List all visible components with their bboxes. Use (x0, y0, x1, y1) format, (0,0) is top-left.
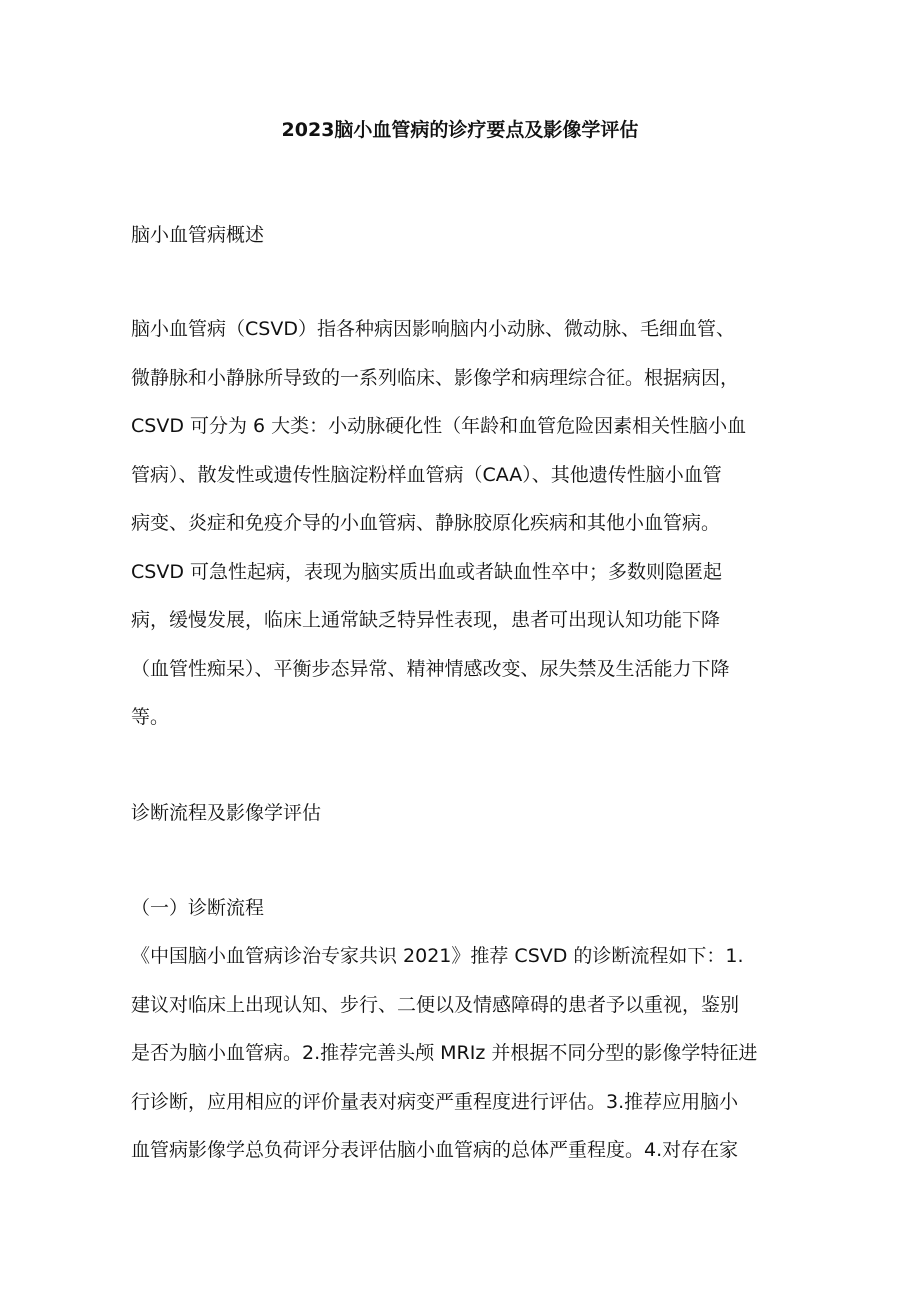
document-title: 2023脑小血管病的诊疗要点及影像学评估 (281, 119, 639, 141)
paragraph-overview (131, 305, 793, 742)
paragraph-line: 血管病影像学总负荷评分表评估脑小血管病的总体严重程度。4.对存在家 (131, 1139, 739, 1161)
paragraph-line: （血管性痴呆）、平衡步态异常、精神情感改变、尿失禁及生活能力下降 (131, 657, 730, 680)
paragraph-line: 等。 (131, 706, 170, 728)
paragraph-line: 微静脉和小静脉所导致的一系列临床、影像学和病理综合征。根据病因， (131, 366, 740, 389)
section-heading-diagnosis: 诊断流程及影像学评估 (131, 802, 322, 824)
paragraph-line: 行诊断，应用相应的评价量表对病变严重程度进行评估。3.推荐应用脑小 (131, 1090, 739, 1113)
paragraph-line: CSVD 可急性起病，表现为脑实质出血或者缺血性卒中；多数则隐匿起 (131, 560, 722, 583)
paragraph-line: 是否为脑小血管病。2.推荐完善头颅 MRIz 并根据不同分型的影像学特征进 (131, 1042, 758, 1064)
paragraph-line: 建议对临床上出现认知、步行、二便以及情感障碍的患者予以重视，鉴别 (131, 993, 740, 1016)
paragraph-line: 管病）、散发性或遗传性脑淀粉样血管病（CAA）、其他遗传性脑小血管 (131, 463, 722, 486)
paragraph-diagnosis-process (131, 932, 793, 1175)
section-heading-overview: 脑小血管病概述 (131, 224, 265, 246)
paragraph-line: CSVD 可分为 6 大类：小动脉硬化性（年龄和血管危险因素相关性脑小血 (131, 415, 747, 437)
subsection-heading-process: （一）诊断流程 (131, 897, 265, 919)
paragraph-line: 《中国脑小血管病诊治专家共识 2021》推荐 CSVD 的诊断流程如下：1. (131, 945, 744, 967)
paragraph-line: 病，缓慢发展，临床上通常缺乏特异性表现，患者可出现认知功能下降 (131, 609, 721, 631)
paragraph-line: 脑小血管病（CSVD）指各种病因影响脑内小动脉、微动脉、毛细血管、 (131, 318, 735, 340)
paragraph-line: 病变、炎症和免疫介导的小血管病、静脉胶原化疾病和其他小血管病。 (131, 512, 721, 534)
